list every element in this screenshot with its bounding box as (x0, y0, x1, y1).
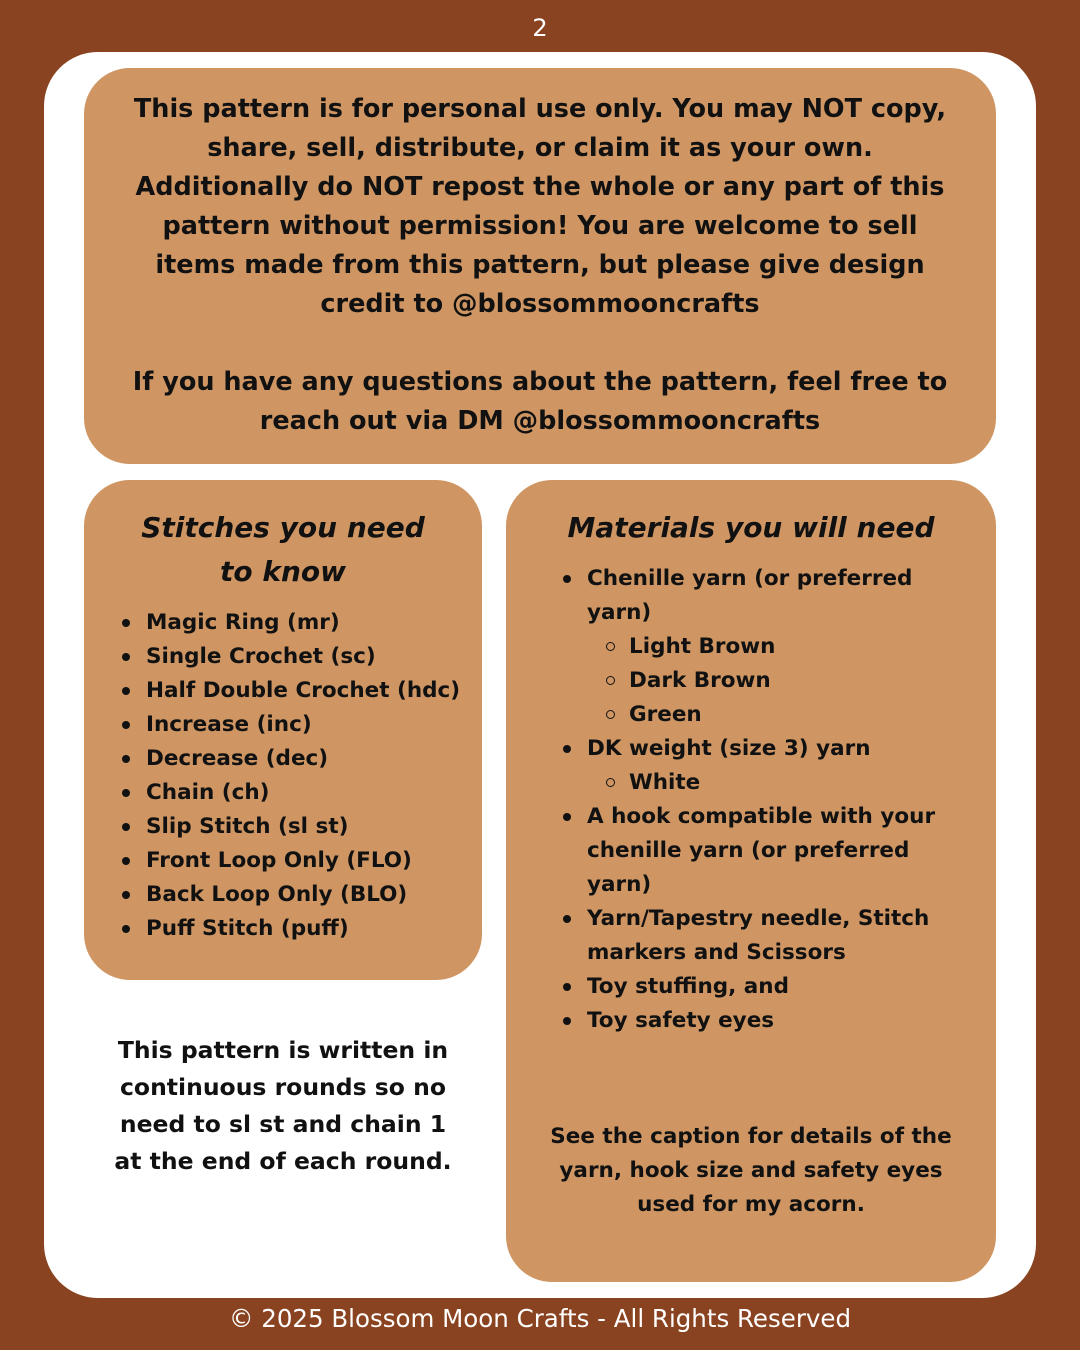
material-item (587, 562, 966, 732)
copyright-footer: © 2025 Blossom Moon Crafts - All Rights Reserved (228, 1304, 852, 1333)
stitch-item (146, 844, 482, 878)
material-label: Chenille yarn (or preferred yarn) (587, 566, 913, 625)
bullet-icon (122, 619, 130, 627)
hollow-bullet-icon (606, 642, 615, 651)
dk-yarn-color-list (587, 766, 966, 800)
usage-notice-text: This pattern is for personal use only. You may NOT copy, share, sell, distribute, or claim it as your own. Additionally do NOT repost the whole or any part of this pattern without permission! You are welcome to sell items made from this pattern, but please give design credit to @blossommooncrafts (133, 94, 947, 319)
material-subitem (629, 630, 966, 664)
page-number: 2 (532, 14, 548, 42)
stitch-label: Back Loop Only (BLO) (146, 882, 408, 907)
hollow-bullet-icon (606, 778, 615, 787)
stitch-label: Single Crochet (sc) (146, 644, 376, 669)
content-card (44, 52, 1036, 1298)
stitch-label: Front Loop Only (FLO) (146, 848, 412, 873)
stitches-title: Stitches you need to know (141, 511, 425, 588)
stitch-item (146, 742, 482, 776)
stitches-list (84, 606, 482, 946)
material-subitem (629, 664, 966, 698)
usage-notice-panel (84, 68, 996, 464)
contact-notice-text: If you have any questions about the pattern, feel free to reach out via DM @blossommooncrafts (132, 367, 948, 436)
bullet-icon (122, 789, 130, 797)
bullet-icon (122, 823, 130, 831)
yarn-color-list (587, 630, 966, 732)
material-label: Toy stuffing, and (587, 974, 789, 999)
material-sublabel: Green (629, 702, 702, 727)
material-sublabel: Light Brown (629, 634, 776, 659)
stitch-label: Decrease (dec) (146, 746, 329, 771)
stitch-label: Increase (inc) (146, 712, 312, 737)
material-label: Toy safety eyes (587, 1008, 775, 1033)
bullet-icon (122, 721, 130, 729)
hollow-bullet-icon (606, 710, 615, 719)
material-item (587, 1004, 966, 1038)
stitch-label: Slip Stitch (sl st) (146, 814, 349, 839)
caption-note: See the caption for details of the yarn, hook size and safety eyes used for my acorn. (550, 1124, 952, 1217)
stitch-item (146, 912, 482, 946)
stitch-item (146, 810, 482, 844)
bullet-icon (122, 653, 130, 661)
stitches-panel (84, 480, 482, 980)
material-sublabel: Dark Brown (629, 668, 771, 693)
bullet-icon (563, 915, 571, 923)
bullet-icon (122, 755, 130, 763)
stitch-label: Half Double Crochet (hdc) (146, 678, 461, 703)
material-sublabel: White (629, 770, 701, 795)
stitch-item (146, 606, 482, 640)
materials-panel (506, 480, 996, 1282)
stitch-item (146, 776, 482, 810)
material-label: DK weight (size 3) yarn (587, 736, 871, 761)
stitch-item (146, 674, 482, 708)
bullet-icon (563, 575, 571, 583)
bullet-icon (563, 983, 571, 991)
stitch-label: Chain (ch) (146, 780, 270, 805)
bullet-icon (122, 925, 130, 933)
material-subitem (629, 766, 966, 800)
material-item (587, 970, 966, 1004)
stitch-label: Magic Ring (mr) (146, 610, 340, 635)
material-item (587, 800, 966, 902)
material-label: A hook compatible with your chenille yarn (or preferred yarn) (587, 804, 936, 897)
materials-list (506, 562, 996, 1038)
material-label: Yarn/Tapestry needle, Stitch markers and Scissors (587, 906, 930, 965)
bullet-icon (122, 891, 130, 899)
continuous-rounds-note: This pattern is written in continuous rounds so no need to sl st and chain 1 at the end of each round. (114, 1036, 452, 1175)
material-subitem (629, 698, 966, 732)
bullet-icon (563, 1017, 571, 1025)
stitch-item (146, 878, 482, 912)
stitch-label: Puff Stitch (puff) (146, 916, 349, 941)
stitch-item (146, 708, 482, 742)
bullet-icon (122, 687, 130, 695)
material-item (587, 902, 966, 970)
materials-title: Materials you will need (567, 511, 935, 544)
material-item (587, 732, 966, 800)
bullet-icon (563, 745, 571, 753)
hollow-bullet-icon (606, 676, 615, 685)
stitch-item (146, 640, 482, 674)
bullet-icon (563, 813, 571, 821)
bullet-icon (122, 857, 130, 865)
